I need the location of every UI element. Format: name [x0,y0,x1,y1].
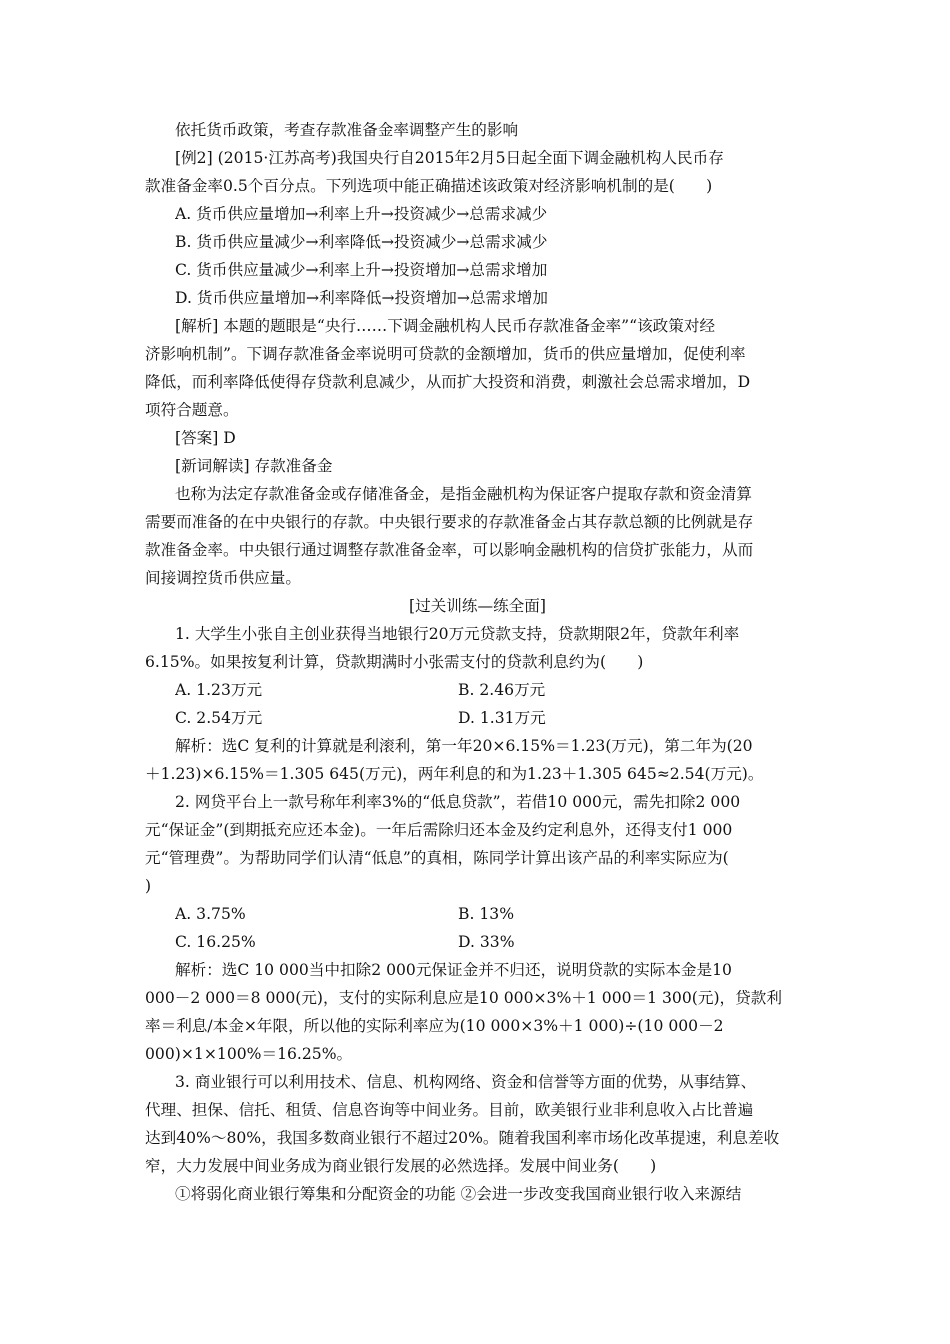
question-3-line: 达到40%～80%，我国多数商业银行不超过20%。随着我国利率市场化改革提速，利息差收 [145,1129,780,1147]
training-heading: [过关训练—练全面] [409,597,546,615]
q2-option-b: B. 13% [458,905,515,923]
q2-analysis-line: 000－2 000＝8 000(元)，支付的实际利息应是10 000×3%＋1 000＝1 300(元)，贷款利 [145,989,782,1007]
q2-analysis-line: 000)×1×100%＝16.25%。 [145,1045,353,1063]
q1-option-a: A. 1.23万元 [175,681,263,699]
new-term-heading: [新词解读] 存款准备金 [175,457,333,475]
question-3-line: 代理、担保、信托、租赁、信息咨询等中间业务。目前，欧美银行业非利息收入占比普遍 [145,1101,754,1119]
option-c: C. 货币供应量减少→利率上升→投资增加→总需求增加 [175,261,548,279]
question-2-line: ) [145,877,152,895]
option-a: A. 货币供应量增加→利率上升→投资减少→总需求减少 [175,205,548,223]
example-question-line: [例2] (2015·江苏高考)我国央行自2015年2月5日起全面下调金融机构人民币存 [175,149,724,167]
answer-line: [答案] D [175,429,236,447]
question-2-line: 元“保证金”(到期抵充应还本金)。一年后需除归还本金及约定利息外，还得支付1 000 [145,821,733,839]
example-question-line: 款准备金率0.5个百分点。下列选项中能正确描述该政策对经济影响机制的是( ) [145,177,713,195]
question-1-line: 1. 大学生小张自主创业获得当地银行20万元贷款支持，贷款期限2年，贷款年利率 [175,625,740,643]
new-term-text: 款准备金率。中央银行通过调整存款准备金率，可以影响金融机构的信贷扩张能力，从而 [145,541,754,559]
q3-statements-line: ①将弱化商业银行筹集和分配资金的功能 ②会进一步改变我国商业银行收入来源结 [175,1185,742,1203]
question-3-line: 3. 商业银行可以利用技术、信息、机构网络、资金和信誉等方面的优势，从事结算、 [175,1073,757,1091]
question-2-line: 元“管理费”。为帮助同学们认清“低息”的真相，陈同学计算出该产品的利率实际应为( [145,849,729,867]
q2-option-a: A. 3.75% [175,905,246,923]
q1-option-c: C. 2.54万元 [175,709,263,727]
question-1-line: 6.15%。如果按复利计算，贷款期满时小张需支付的贷款利息约为( ) [145,653,644,671]
new-term-text: 也称为法定存款准备金或存储准备金，是指金融机构为保证客户提取存款和资金清算 [175,485,752,503]
option-d: D. 货币供应量增加→利率降低→投资增加→总需求增加 [175,289,548,307]
analysis-line: 济影响机制”。下调存款准备金率说明可贷款的金额增加，货币的供应量增加，促使利率 [145,345,746,363]
analysis-line: 降低，而利率降低使得存贷款利息减少，从而扩大投资和消费，刺激社会总需求增加，D [145,373,751,391]
q2-analysis-line: 率＝利息/本金×年限，所以他的实际利率应为(10 000×3%＋1 000)÷(10 000－2 [145,1017,724,1035]
question-2-line: 2. 网贷平台上一款号称年利率3%的“低息贷款”，若借10 000元，需先扣除2 000 [175,793,741,811]
q1-option-d: D. 1.31万元 [458,709,546,727]
q2-option-c: C. 16.25% [175,933,256,951]
q1-analysis-line: 解析：选C 复利的计算就是利滚利，第一年20×6.15%＝1.23(万元)，第二年为(20 [175,737,753,755]
q2-analysis-line: 解析：选C 10 000当中扣除2 000元保证金并不归还，说明贷款的实际本金是10 [175,961,732,979]
new-term-text: 间接调控货币供应量。 [145,569,301,587]
section-heading: 依托货币政策，考查存款准备金率调整产生的影响 [175,121,519,139]
analysis-line: [解析] 本题的题眼是“央行……下调金融机构人民币存款准备金率”“该政策对经 [175,317,716,335]
new-term-text: 需要而准备的在中央银行的存款。中央银行要求的存款准备金占其存款总额的比例就是存 [145,513,754,531]
analysis-line: 项符合题意。 [145,401,239,419]
q1-option-b: B. 2.46万元 [458,681,546,699]
q2-option-d: D. 33% [458,933,515,951]
option-b: B. 货币供应量减少→利率降低→投资减少→总需求减少 [175,233,548,251]
q1-analysis-line: ＋1.23)×6.15%＝1.305 645(万元)，两年利息的和为1.23＋1.305 645≈2.54(万元)。 [145,765,764,783]
question-3-line: 窄，大力发展中间业务成为商业银行发展的必然选择。发展中间业务( ) [145,1157,657,1175]
